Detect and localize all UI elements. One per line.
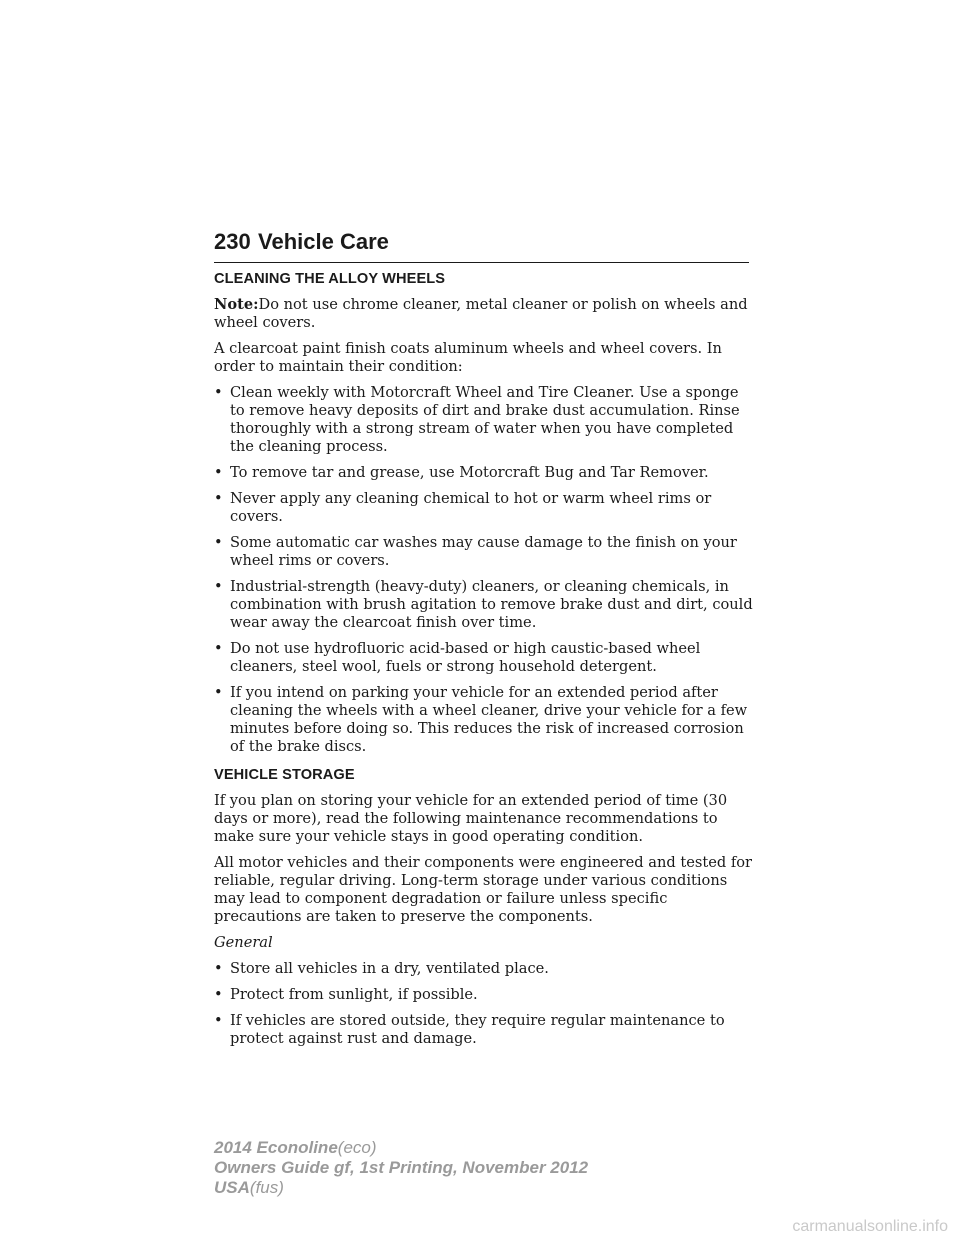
bullet-icon: • bbox=[214, 986, 223, 1003]
bullet-icon: • bbox=[214, 640, 223, 657]
note-text: Do not use chrome cleaner, metal cleaner or polish on wheels and wheel covers. bbox=[214, 296, 748, 331]
alloy-wheels-heading: CLEANING THE ALLOY WHEELS bbox=[214, 271, 446, 287]
watermark: carmanualsonline.info bbox=[792, 1218, 948, 1235]
bullet-icon: • bbox=[214, 1012, 223, 1029]
list-item: • If vehicles are stored outside, they require regular maintenance to protect against rust and damage. bbox=[214, 1012, 725, 1047]
list-item: • Clean weekly with Motorcraft Wheel and Tire Cleaner. Use a sponge to remove heavy deposits of dirt and brake dust accumulation. Rinse thoroughly with a strong stream of water when you have completed the cleaning process. bbox=[214, 384, 740, 455]
alloy-intro: A clearcoat paint finish coats aluminum wheels and wheel covers. In order to maintain their condition: bbox=[214, 340, 722, 375]
list-item: • Some automatic car washes may cause damage to the finish on your wheel rims or covers. bbox=[214, 534, 737, 569]
section-title: Vehicle Care bbox=[258, 229, 389, 254]
bullet-icon: • bbox=[214, 960, 223, 977]
page-number: 230 bbox=[214, 229, 251, 254]
list-item: • Industrial-strength (heavy-duty) cleaners, or cleaning chemicals, in combination with brush agitation to remove brake dust and dirt, could wear away the clearcoat finish over time. bbox=[214, 578, 753, 631]
storage-paragraph-2: All motor vehicles and their components were engineered and tested for reliable, regular driving. Long-term storage under various conditions may lead to component degradation or failure unless specific precautions are taken to preserve the components. bbox=[214, 854, 752, 925]
page-content bbox=[214, 270, 754, 1058]
footer-model-line: 2014 Econoline(eco) bbox=[214, 1138, 377, 1157]
page-header bbox=[214, 228, 749, 263]
storage-paragraph-1: If you plan on storing your vehicle for an extended period of time (30 days or more), read the following maintenance recommendations to make sure your vehicle stays in good operating condition. bbox=[214, 792, 728, 845]
footer-guide-line: Owners Guide gf, 1st Printing, November 2012 bbox=[214, 1158, 589, 1177]
list-item: • Never apply any cleaning chemical to hot or warm wheel rims or covers. bbox=[214, 490, 712, 525]
alloy-note bbox=[214, 296, 754, 332]
list-item: • Do not use hydrofluoric acid-based or high caustic-based wheel cleaners, steel wool, fuels or strong household detergent. bbox=[214, 640, 701, 675]
bullet-icon: • bbox=[214, 384, 223, 401]
note-label: Note: bbox=[214, 296, 259, 313]
bullet-icon: • bbox=[214, 490, 223, 507]
general-subheading: General bbox=[214, 934, 273, 951]
list-item: • To remove tar and grease, use Motorcraft Bug and Tar Remover. bbox=[214, 464, 709, 481]
page-footer bbox=[214, 1138, 588, 1198]
footer-market-line: USA(fus) bbox=[214, 1178, 284, 1197]
alloy-list bbox=[214, 384, 754, 756]
bullet-icon: • bbox=[214, 684, 223, 701]
list-item: • If you intend on parking your vehicle for an extended period after cleaning the wheels with a wheel cleaner, drive your vehicle for a few minutes before doing so. This reduces the risk of increased corrosion of the brake discs. bbox=[214, 684, 748, 755]
storage-list bbox=[214, 960, 754, 1048]
bullet-icon: • bbox=[214, 578, 223, 595]
list-item: • Store all vehicles in a dry, ventilated place. bbox=[214, 960, 549, 977]
bullet-icon: • bbox=[214, 464, 223, 481]
list-item: • Protect from sunlight, if possible. bbox=[214, 986, 478, 1003]
vehicle-storage-heading: VEHICLE STORAGE bbox=[214, 767, 355, 783]
bullet-icon: • bbox=[214, 534, 223, 551]
